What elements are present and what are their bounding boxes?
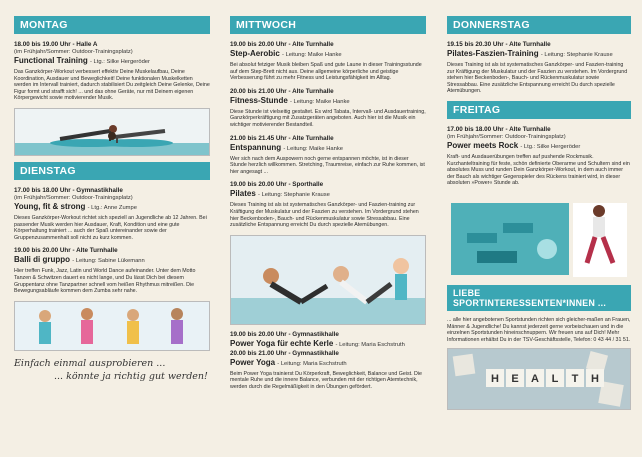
entry-title-2 [230, 358, 426, 369]
entry-title [230, 339, 426, 350]
entry-desc: Diese Stunde ist vielseitig gestaltet. Es wird Tabata, Intervall- und Ausdauertraining, Ganzkörperkräftigung mit Zusatzgeräten angeboten. Auch hier ist die Musik ein wichtiger motivierender Bestandteil. [230, 108, 426, 128]
entry-title-text: Fitness-Stunde [230, 95, 288, 105]
entry-time: 19.00 bis 20.00 Uhr - Gymnastikhalle [230, 330, 339, 338]
entry-desc: Bei absolut fetziger Musik bleiben Spaß und gute Laune in dieser Trainingsstunde auf dem Step-Brett nicht aus. Deine allgemeine körperliche und geistige Verbesserung führt zu mehr Fitness und Leistungsfähigkeit im Alltag. [230, 62, 422, 82]
pilates-photo [230, 235, 426, 325]
entry-time: 17.00 bis 18.00 Uhr - Alte Turnhalle [447, 125, 551, 133]
entry-sub: (im Frühjahr/Sommer: Outdoor-Trainingsplatz) [14, 194, 133, 201]
entry-time: 21.00 bis 21.45 Uhr - Alte Turnhalle [230, 134, 334, 142]
slogan-line-1: Einfach einmal ausprobieren ... [14, 357, 166, 369]
entry-lead: - Leitung: Maria Eschstruth [335, 341, 405, 348]
entry-title-text: Functional Training [14, 56, 88, 65]
entry-title [230, 143, 426, 154]
mittwoch-entry-4 [230, 181, 426, 228]
dienstag-header: DIENSTAG [14, 162, 210, 180]
mittwoch-entry-1 [230, 41, 426, 82]
entry-time: 17.00 bis 18.00 Uhr - Gymnastikhalle [14, 186, 123, 194]
entry-desc: Beim Power Yoga trainierst Du Körperkraft, Beweglichkeit, Balance und Geist. Die mentale Ruhe und die innere Balance, verbunden mit der richtigen Atemtechnik, werden durch die Regelmäßigkeit in den Übungen gefördert. [230, 370, 422, 390]
mittwoch-entry-5 [230, 331, 426, 391]
entry-title-text: Power meets Rock [447, 140, 519, 150]
health-letter: L [551, 373, 559, 386]
entry-sub: (im Frühjahr/Sommer: Outdoor-Trainingsplatz) [447, 133, 566, 140]
entry-desc: Kraft- und Ausdauerübungen treffen auf pushende Rockmusik. Kurzhanteltraining für feste, schön definierte Oberarme und Schultern sind ein absolutes Muss und runden Dein Ganzkörper-Workout, in dem auch immer der Bauch als wichtiger Gegenspieler des Rückens trainiert wird, in dieser absoluten »Power« Stunde ab. [447, 153, 630, 187]
entry-time: 18.00 bis 19.00 Uhr - Halle A [14, 41, 98, 48]
entry-lead: - Ltg.: Anne Zumpe [87, 204, 137, 211]
donnerstag-header: DONNERSTAG [447, 16, 631, 34]
entry-lead: - Leitung: Sabine Lükemann [72, 258, 145, 265]
entry-title-text: Pilates [230, 189, 256, 199]
entry-title [14, 202, 210, 213]
health-letter: H [491, 373, 499, 386]
entry-lead: - Ltg.: Silke Hergeröder [520, 143, 581, 150]
entry-title-text: Pilates-Faszien-Training [447, 49, 539, 58]
dienstag-entry-1 [14, 187, 210, 241]
montag-header: MONTAG [14, 16, 210, 34]
entry-lead: - Leitung: Stephanie Krause [258, 192, 330, 199]
entry-desc: Dieses Ganzkörper-Workout richtet sich speziell an Jugendliche ab 12 Jahren. Bei passender Musik werden hier Ausdauer, Kraft, Kondition und eine gute Körperhaltung trainiert ... auch der Spaß untereinander sowie der Gruppenzusammenhalt soll nicht zu kurz kommen. [14, 214, 207, 241]
entry-time: 19.00 bis 20.00 Uhr - Alte Turnhalle [14, 247, 118, 255]
entry-time: 19.15 bis 20.30 Uhr - Alte Turnhalle [447, 41, 551, 48]
entry-title-text: Entspannung [230, 142, 282, 152]
slogan [14, 357, 210, 383]
info-header: LIEBE SPORTINTERESSENTEN*INNEN ... [447, 285, 631, 311]
entry-lead: - Leitung: Maike Hanke [282, 52, 342, 58]
slogan-line-2: ... könnte ja richtig gut werden! [54, 370, 208, 382]
entry-desc: Das Ganzkörper-Workout verbessert effektiv Deine Muskelaufbau, Deine Koordination, Ausdauer und Beweglichkeit! Deine funktionalen Muskelketten werden im Intervall trainiert, dadurch stabilisiert Du zeitgleich Deine Gelenke, Deine Figur formt und strafft sich! ... und das ohne Geräte, nur mit Deinem eigenen Körpergewicht sowie motivierender Musik. [14, 69, 210, 102]
entry-title-text: Step-Aerobic [230, 49, 280, 58]
entry-title [447, 141, 631, 152]
entry-lead: - Leitung: Maike Hanke [290, 98, 350, 105]
health-letter: E [511, 373, 519, 386]
entry-desc: Hier treffen Funk, Jazz, Latin und World Dance aufeinander. Unter dem Motto Tanzen & Schwitzen dauert es nicht lange, und Du lässt Dich bei diesem Gruppentanz ohne Tanzpartner schnell vom heißen Rhythmus mitreißen. Die Bewegungsabläufe kommen dem Zumba sehr nahe. [14, 268, 196, 295]
entry-lead: - Leitung: Maike Hanke [283, 145, 343, 152]
dumbbells-photo [447, 193, 631, 279]
entry-desc: Dieses Training ist als ist systematisches Ganzkörper- und Faszien-training zur Kräftigung der Muskulatur und der Faszien zu verstehen. Im Vordergrund stehen hier Beckenboden-, Bauch- und Rückenmuskulatur sowie Stressabbau. Eine zusätzliche Entspannung erreicht Du durch spezielle Atemübungen. [230, 202, 419, 229]
info-desc: ... alle hier angebotenen Sportstunden richten sich gleicher-maßen an Frauen, Männer & Jugendliche! Du kannst jederzeit gerne vorbeischauen und in die einzelnen Sportstunden hineinschnuppern. Wir freuen uns auf Dich! Mehr Informationen erhältst Du in der TSV-Geschäftsstelle, Telefon: 0 43 44 / 31 51. [447, 316, 631, 343]
entry-time-2: 20.00 bis 21.00 Uhr - Gymnastikhalle [230, 349, 339, 357]
freitag-entry [447, 126, 631, 187]
mittwoch-entry-2 [230, 88, 426, 129]
donnerstag-entry [447, 41, 631, 95]
entry-desc: Wer sich nach dem Auspowern noch gerne entspannen möchte, ist in dieser Stunde herzlich willkommen. Stretching, Traumreise, einfach zur Ruhe kommen, ist hier angesagt ... [230, 155, 425, 175]
entry-title [14, 255, 210, 266]
entry-title [230, 49, 426, 60]
entry-title-text: Power Yoga [230, 357, 276, 367]
entry-title [14, 56, 210, 67]
freitag-header: FREITAG [447, 101, 631, 119]
health-tiles-photo [447, 348, 631, 410]
entry-time: 20.00 bis 21.00 Uhr - Alte Turnhalle [230, 87, 334, 95]
dienstag-entry-2 [14, 247, 210, 294]
entry-title [230, 189, 426, 200]
montag-entry [14, 41, 210, 102]
mittwoch-entry-3 [230, 135, 426, 176]
health-letter: A [531, 373, 539, 386]
entry-title [230, 96, 426, 107]
entry-title-text: Balli di gruppo [14, 255, 70, 265]
column-right [447, 16, 631, 416]
column-left [14, 16, 210, 383]
entry-title [447, 49, 631, 60]
mittwoch-header: MITTWOCH [230, 16, 426, 34]
entry-title-text: Young, fit & strong [14, 201, 86, 211]
entry-lead: - Leitung: Maria Eschstruth [277, 360, 347, 367]
column-middle [230, 16, 426, 397]
health-letter: H [591, 373, 599, 386]
entry-time: 19.00 bis 20.00 Uhr - Alte Turnhalle [230, 41, 334, 48]
functional-training-photo [14, 108, 210, 156]
entry-lead: - Leitung: Stephanie Krause [540, 52, 613, 58]
entry-title-text: Power Yoga für echte Kerle [230, 338, 334, 348]
entry-desc: Dieses Training ist als ist systematisches Ganzkörper- und Faszien-training zur Kräftigung der Muskulatur und der Faszien zu verstehen. Im Vordergrund stehen hier Beckenboden-, Bauch- und Rückenmuskulatur sowie Stressabbau. Eine zusätzliche Entspannung erreicht Du durch spezielle Atemübungen. [447, 62, 628, 95]
health-letter: T [571, 373, 579, 386]
entry-time: 19.00 bis 20.00 Uhr - Sporthalle [230, 181, 324, 189]
dance-group-photo [14, 301, 210, 351]
entry-sub: (im Frühjahr/Sommer: Outdoor-Trainingsplatz) [14, 49, 133, 55]
entry-lead: - Ltg.: Silke Hergeröder [90, 59, 150, 65]
